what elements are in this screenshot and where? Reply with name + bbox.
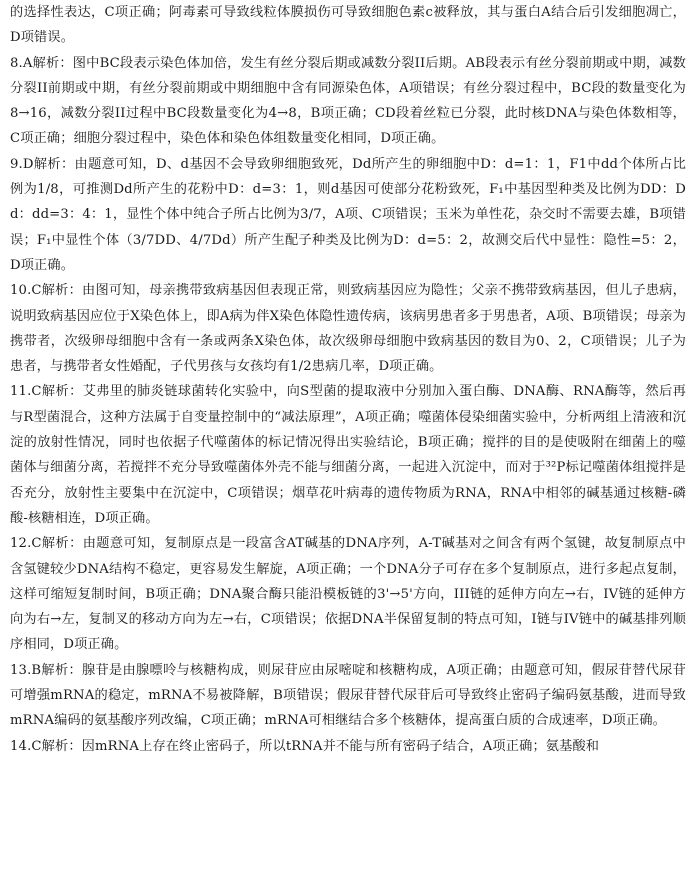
paragraph-question-14: 14.C解析：因mRNA上存在终止密码子，所以tRNA并不能与所有密码子结合，A项正确；氨基酸和	[10, 738, 600, 754]
paragraph-question-11: 11.C解析：艾弗里的肺炎链球菌转化实验中，向S型菌的提取液中分别加入蛋白酶、DNA酶、RNA酶等，然后再与R型菌混合，这种方法属于自变量控制中的“减法原理”，A项正确；噬菌体侵染细菌实验中，分析两组上清液和沉淀的放射性情况，同时也依据子代噬菌体的标记情况得出实验结论，B项正确；搅拌的目的是使吸附在细菌上的噬菌体与细菌分离，若搅拌不充分导致噬菌体外壳不能与细菌分离，一起进入沉淀中，而对于³²P标记噬菌体组搅拌是否充分，放射性主要集中在沉淀中，C项错误；烟草花叶病毒的遗传物质为RNA，RNA中相邻的碱基通过核糖-磷酸-核糖相连，D项正确。	[10, 384, 686, 526]
paragraph-question-8: 8.A解析：图中BC段表示染色体加倍，发生有丝分裂后期或减数分裂II后期。AB段表示有丝分裂前期或中期，减数分裂II前期或中期，有丝分裂前期或中期细胞中含有同源染色体，A项错误；有丝分裂过程中，BC段的数量变化为8→16，减数分裂II过程中BC段数量变化为4→8，B项正确；CD段着丝粒已分裂，此时核DNA与染色体数相等，C项正确；细胞分裂过程中，染色体和染色体组数量变化相同，D项正确。	[10, 55, 686, 147]
paragraph-question-10: 10.C解析：由图可知，母亲携带致病基因但表现正常，则致病基因应为隐性；父亲不携带致病基因，但儿子患病，说明致病基因应位于X染色体上，即A病为伴X染色体隐性遗传病，该病男患者多于男患者，A项、B项错误；母亲为携带者，次级卵母细胞中含有一条或两条X染色体，故次级卵母细胞中致病基因的数目为0、2，C项错误；儿子为患者，与携带者女性婚配，子代男孩与女孩均有1/2患病几率，D项正确。	[10, 283, 686, 375]
paragraph-7-continued: 的选择性表达，C项正确；阿毒素可导致线粒体膜损伤可导致细胞色素c被释放，其与蛋白A结合后引发细胞凋亡，D项错误。	[10, 5, 686, 46]
answer-explanations-page	[10, 0, 686, 759]
paragraph-question-13: 13.B解析：腺苷是由腺嘌呤与核糖构成，则尿苷应由尿嘧啶和核糖构成，A项正确；由题意可知，假尿苷替代尿苷可增强mRNA的稳定，mRNA不易被降解，B项错误；假尿苷替代尿苷后可导致终止密码子编码氨基酸，进而导致mRNA编码的氨基酸序列改编，C项正确；mRNA可相继结合多个核糖体，提高蛋白质的合成速率，D项正确。	[10, 662, 686, 729]
paragraph-question-12: 12.C解析：由题意可知，复制原点是一段富含AT碱基的DNA序列，A-T碱基对之间含有两个氢键，故复制原点中含氢键较少DNA结构不稳定，更容易发生解旋，A项正确；一个DNA分子可存在多个复制原点，进行多起点复制，这样可缩短复制时间，B项正确；DNA聚合酶只能沿模板链的3'→5'方向，III链的延伸方向左→右，IV链的延伸方向为右→左，复制叉的移动方向为左→右，C项错误；依据DNA半保留复制的特点可知，I链与IV链中的碱基排列顺序相同，D项正确。	[10, 536, 686, 653]
paragraph-question-9: 9.D解析：由题意可知，D、d基因不会导致卵细胞致死，Dd所产生的卵细胞中D：d=1：1，F1中dd个体所占比例为1/8，可推测Dd所产生的花粉中D：d=3：1，则d基因可使部分花粉致死，F₁中基因型种类及比例为DD：Dd：dd=3：4：1，显性个体中纯合子所占比例为3/7，A项、C项错误；玉米为单性花，杂交时不需要去雄，B项错误；F₁中显性个体（3/7DD、4/7Dd）所产生配子种类及比例为D：d=5：2，故测交后代中显性：隐性=5：2，D项正确。	[10, 156, 686, 273]
